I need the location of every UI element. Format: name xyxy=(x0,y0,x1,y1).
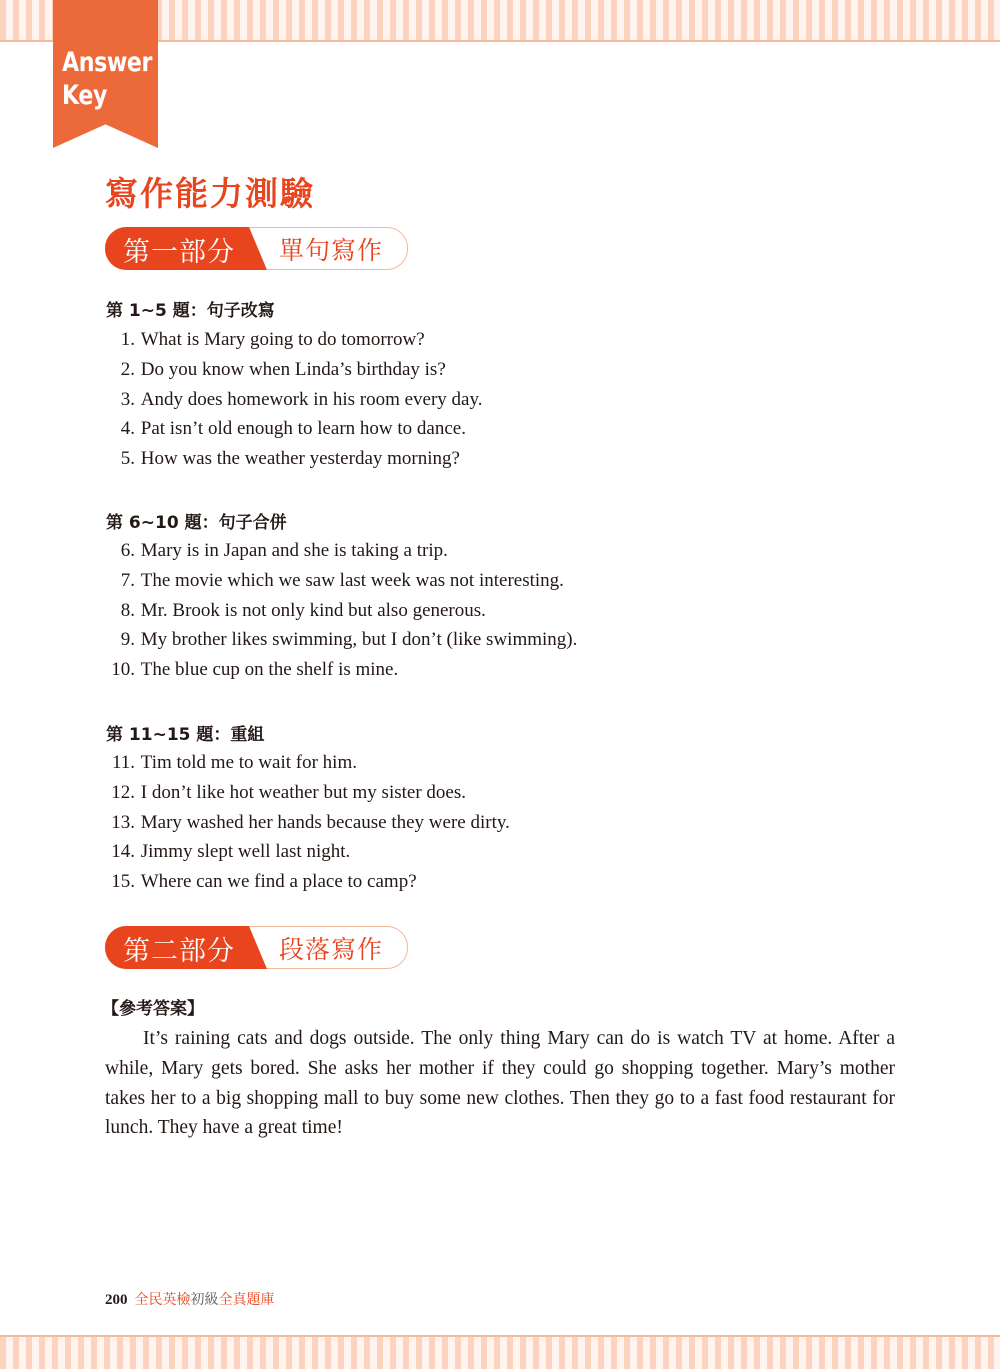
answer-number: 12. xyxy=(111,781,135,803)
book-title-part-3: 全真題庫 xyxy=(218,1292,275,1308)
answer-item xyxy=(105,385,483,415)
section3-heading: 第 11~15 題：重組 xyxy=(106,725,265,745)
answer-number: 2. xyxy=(120,358,135,380)
answer-text: My brother likes swimming, but I don’t (like swimming). xyxy=(140,629,578,651)
book-title-part-2: 初級 xyxy=(190,1292,219,1308)
ribbon-line-1: Answer xyxy=(62,47,153,78)
part1-name: 單句寫作 xyxy=(279,236,384,265)
answer-number: 13. xyxy=(111,811,135,833)
answer-number: 9. xyxy=(120,629,135,651)
answer-number: 5. xyxy=(120,448,135,469)
answer-number: 4. xyxy=(120,418,135,440)
section2-answer-list xyxy=(105,536,577,685)
answer-item xyxy=(105,414,483,444)
section1-heading: 第 1~5 題：句子改寫 xyxy=(106,301,275,321)
section3-answer-list xyxy=(105,748,510,897)
answer-number: 11. xyxy=(111,752,135,773)
answer-key-label xyxy=(62,46,152,112)
answer-text: How was the weather yesterday morning? xyxy=(140,448,460,469)
answer-number: 8. xyxy=(120,599,135,621)
answer-number: 6. xyxy=(120,540,135,561)
answer-item xyxy=(105,325,483,355)
book-title-part-1: 全民英檢 xyxy=(134,1292,191,1308)
section2-heading: 第 6~10 題：句子合併 xyxy=(106,513,287,533)
part2-label: 第二部分 xyxy=(123,936,235,967)
answer-text: Mr. Brook is not only kind but also generous. xyxy=(140,599,486,621)
answer-text: Andy does homework in his room every day. xyxy=(140,388,483,410)
answer-text: Where can we find a place to camp? xyxy=(140,871,417,892)
ribbon-line-2: Key xyxy=(62,80,107,111)
answer-item xyxy=(105,625,577,655)
answer-text: Tim told me to wait for him. xyxy=(140,752,357,773)
reference-answer-heading: 【參考答案】 xyxy=(102,999,204,1019)
answer-text: Mary washed her hands because they were dirty. xyxy=(140,811,510,833)
part2-header xyxy=(105,926,408,969)
answer-item xyxy=(105,596,577,626)
section1-answer-list xyxy=(105,325,483,474)
answer-item xyxy=(105,778,510,808)
answer-item xyxy=(105,837,510,867)
answer-item xyxy=(105,566,577,596)
answer-number: 1. xyxy=(120,329,135,350)
answer-item xyxy=(105,655,577,685)
answer-item xyxy=(105,808,510,838)
part2-name: 段落寫作 xyxy=(279,935,384,964)
reference-answer-paragraph: It’s raining cats and dogs outside. The only thing Mary can do is watch TV at home. After a while, Mary gets bored. She asks her mother if they could go shopping together. Mary’s mother takes her to a big shopping mall to buy some new clothes. Then they go to a fast food restaurant for lunch. They have a great time! xyxy=(105,1028,895,1139)
answer-item xyxy=(105,444,483,474)
bottom-stripe-border xyxy=(0,1335,1000,1369)
answer-number: 10. xyxy=(111,659,135,680)
answer-number: 3. xyxy=(120,388,135,410)
answer-item xyxy=(105,355,483,385)
answer-number: 14. xyxy=(111,841,135,863)
answer-text: Mary is in Japan and she is taking a trip. xyxy=(140,540,448,561)
answer-number: 15. xyxy=(111,871,135,892)
answer-number: 7. xyxy=(120,569,135,591)
part1-label: 第一部分 xyxy=(123,237,235,268)
part1-header xyxy=(105,227,408,270)
answer-item xyxy=(105,536,577,566)
answer-text: Pat isn’t old enough to learn how to dance. xyxy=(140,418,466,440)
page-title: 寫作能力測驗 xyxy=(105,174,315,213)
answer-text: The movie which we saw last week was not interesting. xyxy=(140,569,564,591)
answer-item xyxy=(105,867,510,897)
answer-text: What is Mary going to do tomorrow? xyxy=(140,329,425,350)
answer-text: Do you know when Linda’s birthday is? xyxy=(140,358,446,380)
answer-text: Jimmy slept well last night. xyxy=(140,841,351,863)
answer-item xyxy=(105,748,510,778)
page-footer xyxy=(105,1289,275,1309)
answer-text: I don’t like hot weather but my sister does. xyxy=(140,781,466,803)
answer-text: The blue cup on the shelf is mine. xyxy=(140,659,399,680)
page-number: 200 xyxy=(105,1292,128,1308)
